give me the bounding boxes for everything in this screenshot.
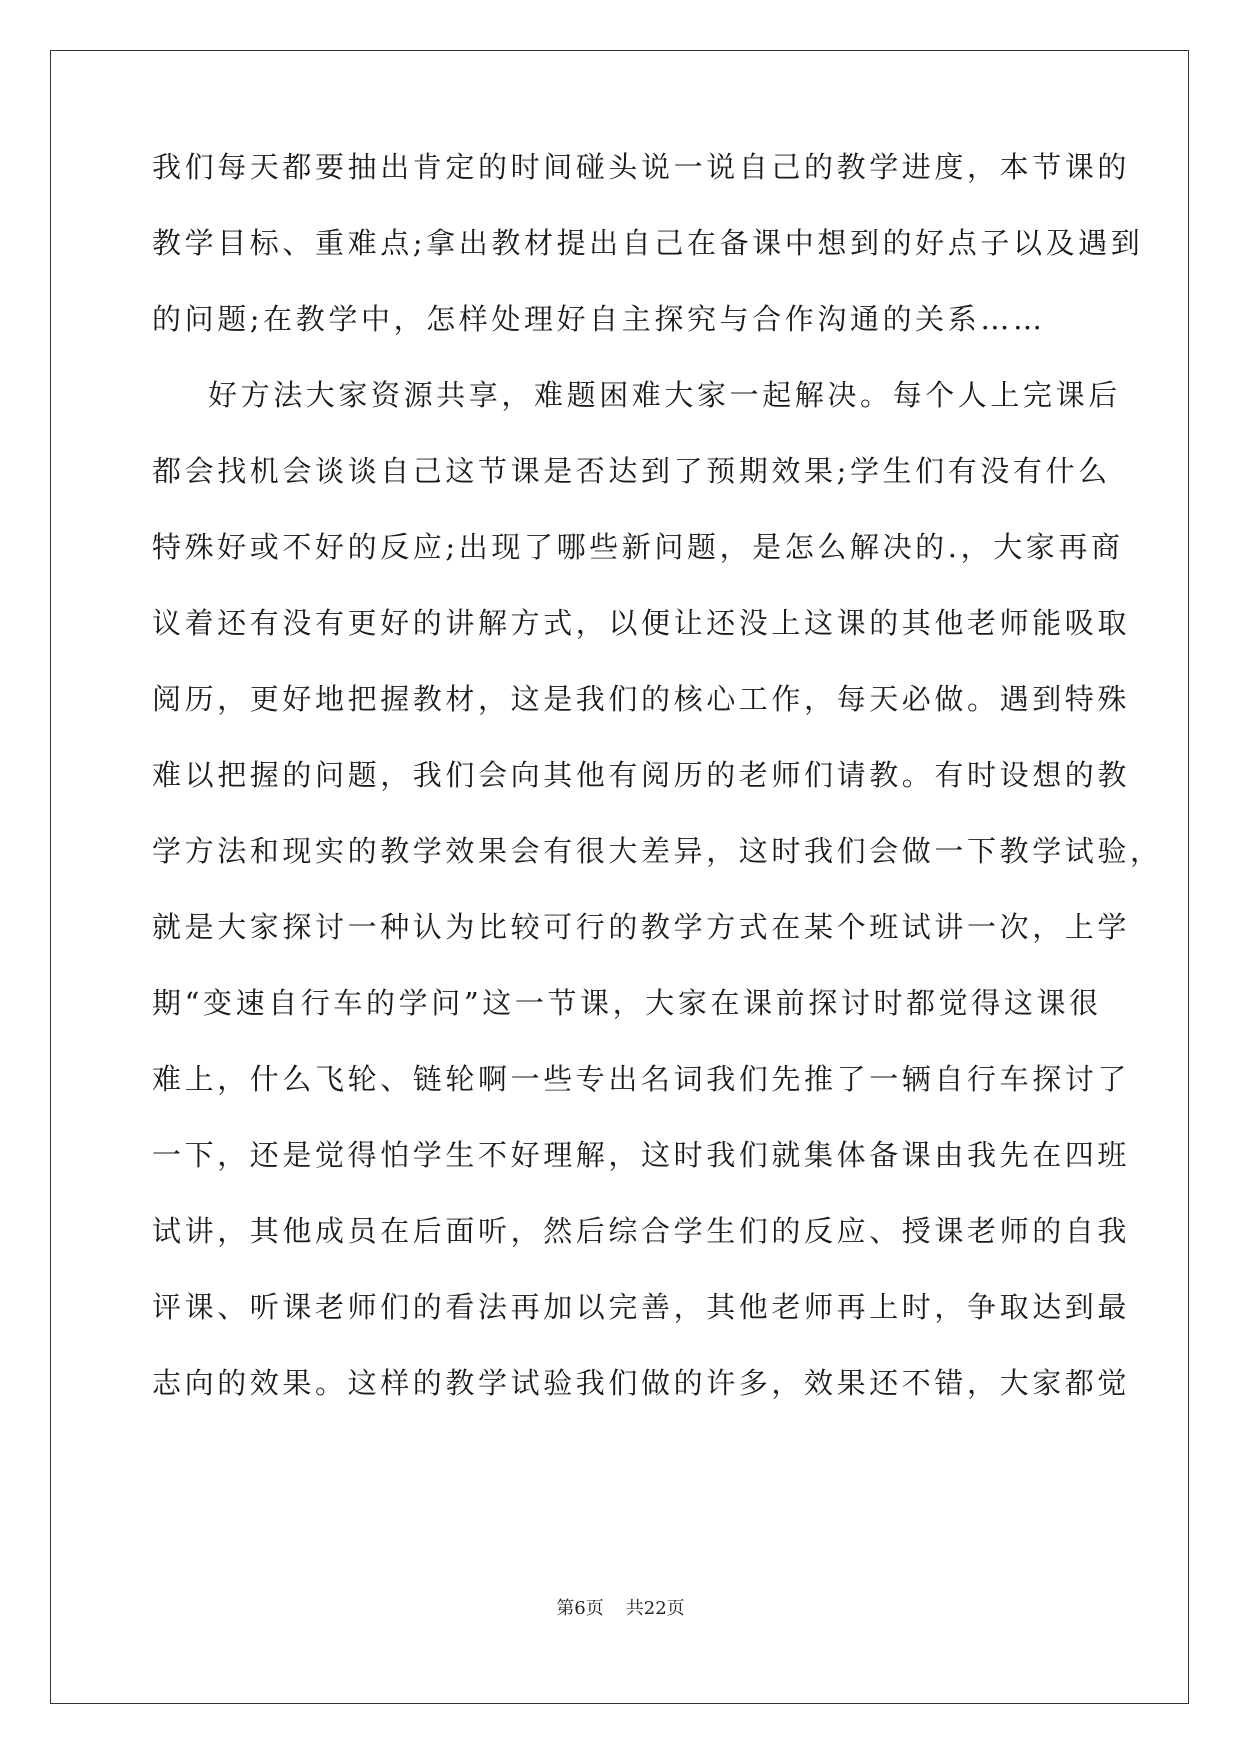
text-line: 学方法和现实的教学效果会有很大差异，这时我们会做一下教学试验， bbox=[152, 834, 1163, 868]
text-line: 试讲，其他成员在后面听，然后综合学生们的反应、授课老师的自我 bbox=[152, 1214, 1131, 1248]
text-line: 评课、听课老师们的看法再加以完善，其他老师再上时，争取达到最 bbox=[152, 1290, 1131, 1324]
text-line: 就是大家探讨一种认为比较可行的教学方式在某个班试讲一次，上学 bbox=[152, 910, 1131, 944]
text-line: 议着还有没有更好的讲解方式，以便让还没上这课的其他老师能吸取 bbox=[152, 606, 1131, 640]
text-line: 阅历，更好地把握教材，这是我们的核心工作，每天必做。遇到特殊 bbox=[152, 682, 1131, 716]
text-line: 的问题;在教学中，怎样处理好自主探究与合作沟通的关系…… bbox=[152, 302, 1046, 336]
text-line: 都会找机会谈谈自己这节课是否达到了预期效果;学生们有没有什么 bbox=[152, 454, 1111, 488]
text-line: 难上，什么飞轮、链轮啊一些专出名词我们先推了一辆自行车探讨了 bbox=[152, 1062, 1131, 1096]
text-line: 一下，还是觉得怕学生不好理解，这时我们就集体备课由我先在四班 bbox=[152, 1138, 1131, 1172]
page-footer bbox=[0, 1597, 1241, 1621]
page-number-current: 第6页 bbox=[556, 1598, 604, 1619]
paragraph-first-line: 好方法大家资源共享，难题困难大家一起解决。每个人上完课后 bbox=[208, 378, 1121, 412]
text-line: 教学目标、重难点;拿出教材提出自己在备课中想到的好点子以及遇到 bbox=[152, 226, 1144, 260]
text-line: 我们每天都要抽出肯定的时间碰头说一说自己的教学进度，本节课的 bbox=[152, 150, 1131, 184]
text-line: 期“变速自行车的学问”这一节课，大家在课前探讨时都觉得这课很 bbox=[152, 986, 1102, 1020]
text-line: 志向的效果。这样的教学试验我们做的许多，效果还不错，大家都觉 bbox=[152, 1366, 1131, 1400]
text-line: 特殊好或不好的反应;出现了哪些新问题，是怎么解决的.，大家再商 bbox=[152, 530, 1124, 564]
page-number-total: 共22页 bbox=[625, 1598, 685, 1619]
text-line: 难以把握的问题，我们会向其他有阅历的老师们请教。有时设想的教 bbox=[152, 758, 1131, 792]
